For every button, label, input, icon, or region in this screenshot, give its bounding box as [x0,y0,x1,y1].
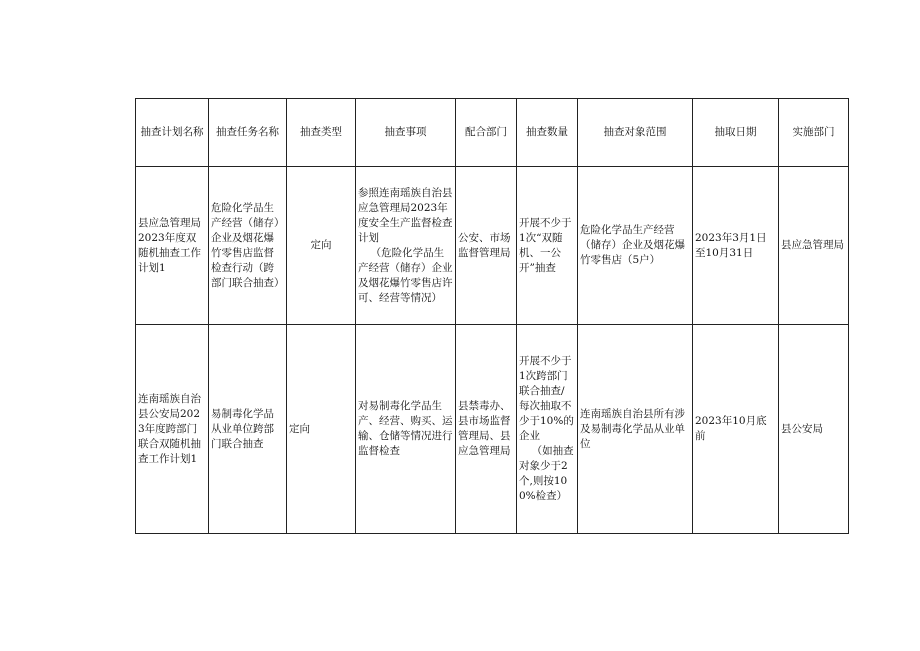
cell-date: 2023年3月1日至10月31日 [693,167,779,325]
header-type: 抽查类型 [287,99,356,167]
table-row [136,167,849,325]
inspection-plan-table [135,98,849,534]
cell-quantity-main: 开展不少于1次跨部门联合抽查/每次抽取不少于10%的企业 [519,355,574,442]
header-row [136,99,849,167]
cell-partner: 县禁毒办、县市场监督管理局、县应急管理局 [456,325,517,534]
cell-item-main: 参照连南瑶族自治县应急管理局2023年度安全生产监督检查计划 [358,186,453,244]
cell-date: 2023年10月底前 [693,325,779,534]
header-quantity: 抽查数量 [517,99,578,167]
cell-plan-name: 连南瑶族自治县公安局2023年度跨部门联合双随机抽查工作计划1 [136,325,209,534]
cell-quantity [517,325,578,534]
header-date: 抽取日期 [693,99,779,167]
cell-item: 对易制毒化学品生产、经营、购买、运输、仓储等情况进行监督检查 [356,325,456,534]
cell-type: 定向 [287,167,356,325]
cell-plan-name: 县应急管理局2023年度双随机抽查工作计划1 [136,167,209,325]
header-scope: 抽查对象范围 [578,99,693,167]
header-plan-name: 抽查计划名称 [136,99,209,167]
cell-scope: 危险化学品生产经营（储存）企业及烟花爆竹零售店（5户） [578,167,693,325]
cell-dept: 县公安局 [779,325,849,534]
table-row [136,325,849,534]
cell-item [356,167,456,325]
header-task-name: 抽查任务名称 [209,99,287,167]
header-dept: 实施部门 [779,99,849,167]
cell-task-name: 危险化学品生产经营（储存）企业及烟花爆竹零售店监督检查行动（跨部门联合抽查） [209,167,287,325]
header-partner: 配合部门 [456,99,517,167]
cell-type: 定向 [287,325,356,534]
cell-quantity: 开展不少于1次“双随机、一公开”抽查 [517,167,578,325]
cell-quantity-note: （如抽查对象少于2个,则按100%检查） [519,445,574,502]
cell-dept: 县应急管理局 [779,167,849,325]
cell-scope: 连南瑶族自治县所有涉及易制毒化学品从业单位 [578,325,693,534]
cell-task-name: 易制毒化学品从业单位跨部门联合抽查 [209,325,287,534]
cell-partner: 公安、市场监督管理局 [456,167,517,325]
cell-item-sub: （危险化学品生产经营（储存）企业及烟花爆竹零售店许可、经营等情况） [358,246,453,304]
header-item: 抽查事项 [356,99,456,167]
